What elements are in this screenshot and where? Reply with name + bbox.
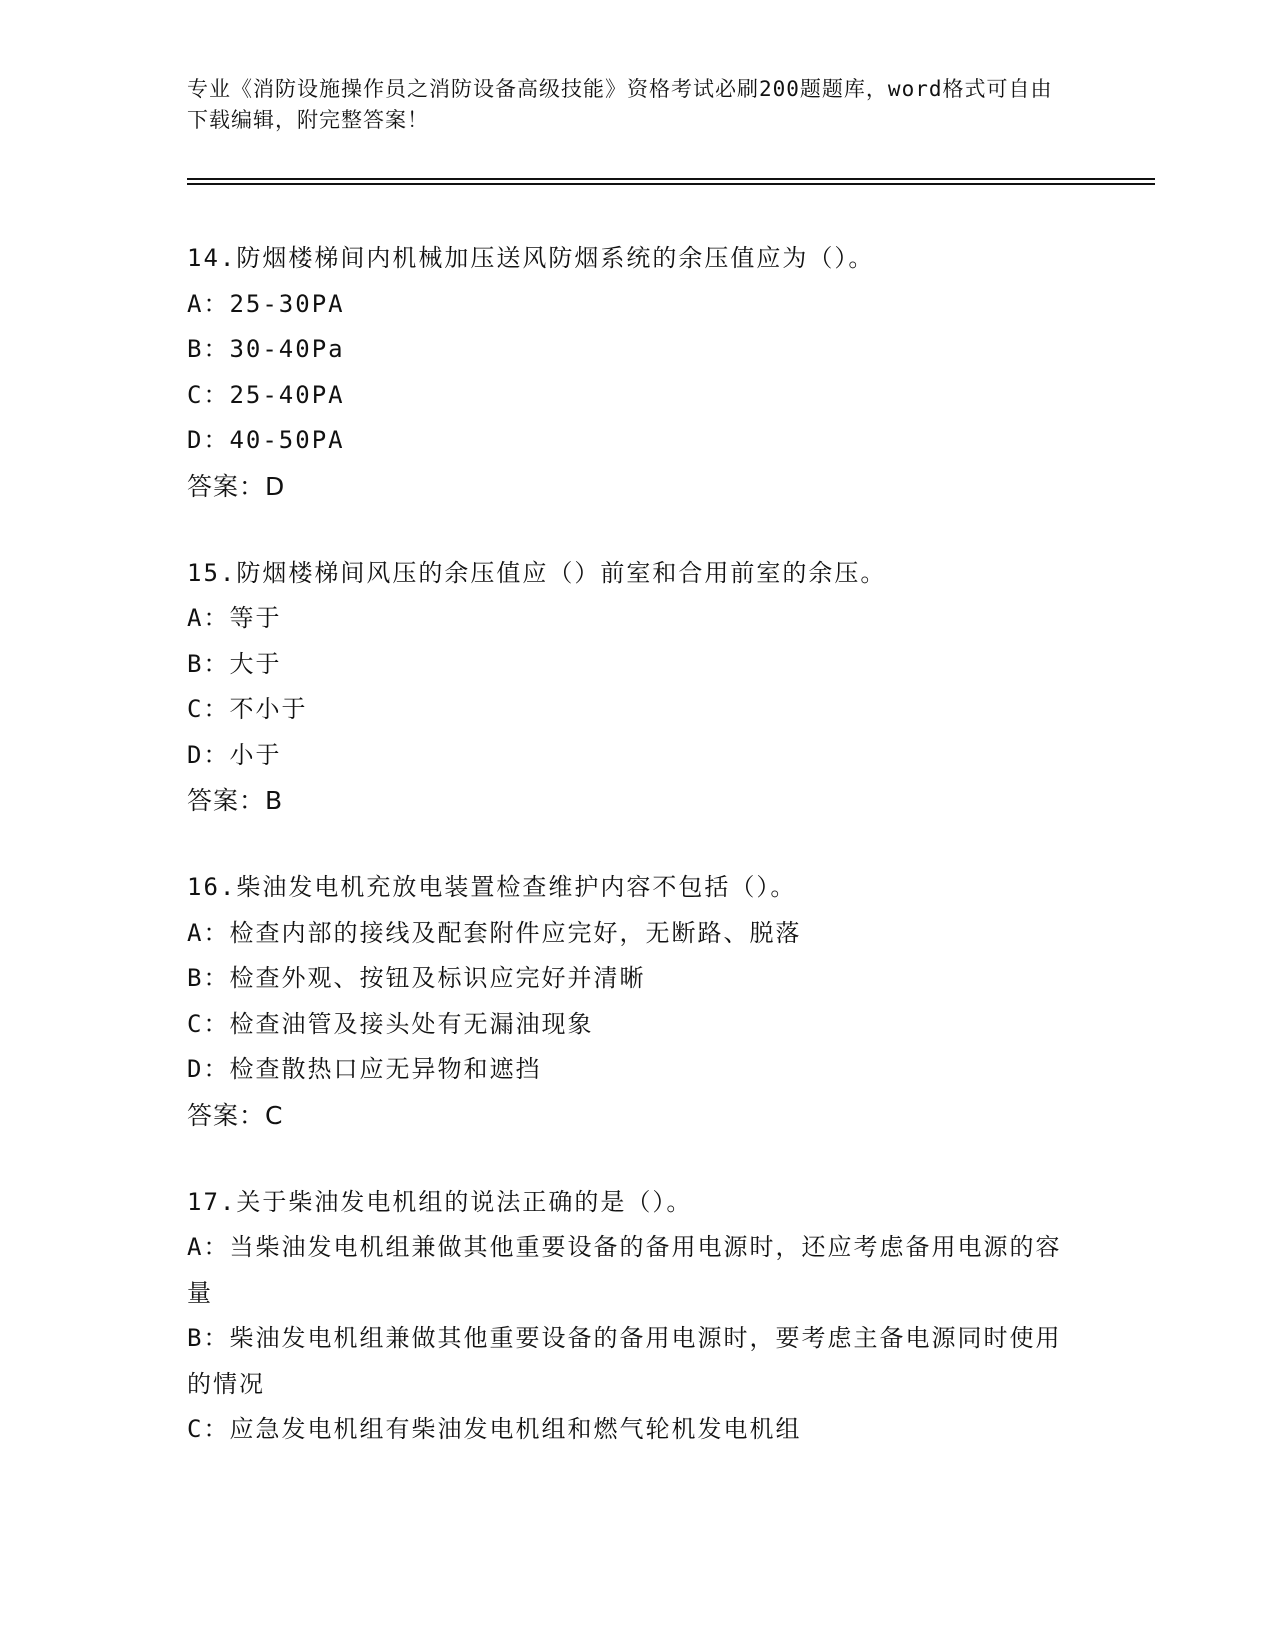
question-stem: 15.防烟楼梯间风压的余压值应（）前室和合用前室的余压。 xyxy=(187,558,887,587)
question-stem: 16.柴油发电机充放电装置检查维护内容不包括（）。 xyxy=(187,873,797,901)
option-b: B：柴油发电机组兼做其他重要设备的备用电源时，要考虑主备电源同时使用的情况 xyxy=(187,1324,1062,1398)
header-divider-top xyxy=(187,178,1155,180)
option-c: C：25-40PA xyxy=(187,380,345,409)
option-c: C：应急发电机组有柴油发电机组和燃气轮机发电机组 xyxy=(187,1415,802,1443)
option-b: B：30-40Pa xyxy=(187,335,345,363)
answer-line: 答案：B xyxy=(187,786,284,815)
option-c: C：检查油管及接头处有无漏油现象 xyxy=(187,1009,594,1038)
answer-line: 答案：C xyxy=(187,1100,284,1130)
document-header: 专业《消防设施操作员之消防设备高级技能》资格考试必刷200题题库，word格式可自由下载编辑，附完整答案！ xyxy=(187,77,1053,132)
option-d: D：检查散热口应无异物和遮挡 xyxy=(187,1055,542,1083)
question-14 xyxy=(187,236,1087,509)
option-a: A：25-30PA xyxy=(187,289,345,318)
option-d: D：小于 xyxy=(187,740,282,769)
option-a: A：等于 xyxy=(187,604,282,632)
option-b: B：大于 xyxy=(187,649,282,678)
question-17 xyxy=(187,1180,1087,1453)
option-c: C：不小于 xyxy=(187,695,308,723)
option-a: A：当柴油发电机组兼做其他重要设备的备用电源时，还应考虑备用电源的容量 xyxy=(187,1233,1062,1307)
option-a: A：检查内部的接线及配套附件应完好，无断路、脱落 xyxy=(187,918,802,947)
question-stem: 17.关于柴油发电机组的说法正确的是（）。 xyxy=(187,1187,693,1216)
header-divider-bottom xyxy=(187,183,1155,185)
question-stem: 14.防烟楼梯间内机械加压送风防烟系统的余压值应为（）。 xyxy=(187,244,875,272)
question-15 xyxy=(187,551,1087,824)
option-d: D：40-50PA xyxy=(187,426,345,454)
question-16 xyxy=(187,865,1087,1138)
question-list xyxy=(187,236,1087,1495)
answer-line: 答案：D xyxy=(187,471,286,501)
option-b: B：检查外观、按钮及标识应完好并清晰 xyxy=(187,964,646,992)
